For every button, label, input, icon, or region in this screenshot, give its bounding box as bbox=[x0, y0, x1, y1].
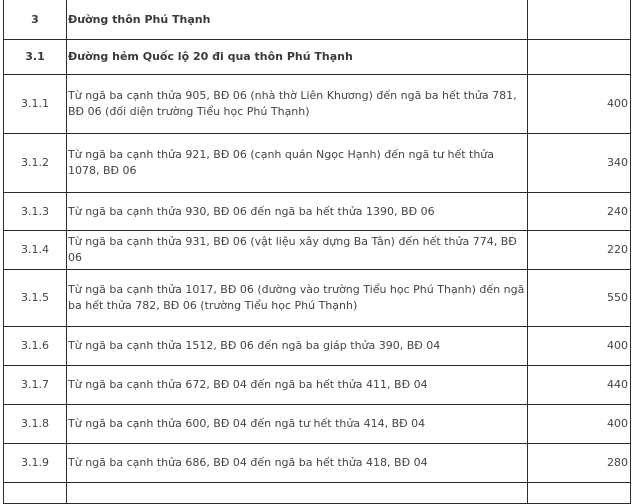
row-number: 3.1 bbox=[4, 40, 67, 75]
row-price: 240 bbox=[528, 193, 631, 231]
row-number: 3.1.1 bbox=[4, 75, 67, 134]
row-number: 3 bbox=[4, 0, 67, 40]
row-description: Từ ngã ba cạnh thửa 1512, BĐ 06 đến ngã ba giáp thửa 390, BĐ 04 bbox=[67, 327, 528, 366]
table-row-section-3 bbox=[4, 0, 631, 40]
row-description: Từ ngã ba cạnh thửa 1017, BĐ 06 (đường vào trường Tiểu học Phú Thạnh) đến ngã ba hết thửa 782, BĐ 06 (trường Tiểu học Phú Thạnh) bbox=[67, 270, 528, 327]
row-description: Từ ngã ba cạnh thửa 905, BĐ 06 (nhà thờ Liên Khương) đến ngã ba hết thửa 781, BĐ 06 (đối diện trường Tiểu học Phú Thạnh) bbox=[67, 75, 528, 134]
row-description: Từ ngã ba cạnh thửa 931, BĐ 06 (vật liệu xây dựng Ba Tân) đến hết thửa 774, BĐ 06 bbox=[67, 231, 528, 270]
row-price: 550 bbox=[528, 270, 631, 327]
row-number: 3.1.7 bbox=[4, 366, 67, 405]
row-number: 3.1.4 bbox=[4, 231, 67, 270]
row-price bbox=[528, 40, 631, 75]
row-number: 3.1.6 bbox=[4, 327, 67, 366]
row-number: 3.1.5 bbox=[4, 270, 67, 327]
row-description: Từ ngã ba cạnh thửa 930, BĐ 06 đến ngã ba hết thửa 1390, BĐ 06 bbox=[67, 193, 528, 231]
row-price: 440 bbox=[528, 366, 631, 405]
row-description: Đường thôn Phú Thạnh bbox=[67, 0, 528, 40]
table-row bbox=[4, 75, 631, 134]
row-price: 400 bbox=[528, 405, 631, 444]
row-number bbox=[4, 483, 67, 504]
row-number: 3.1.8 bbox=[4, 405, 67, 444]
table-row bbox=[4, 366, 631, 405]
row-price: 400 bbox=[528, 75, 631, 134]
table-row-section-3-1 bbox=[4, 40, 631, 75]
row-description: Từ ngã ba cạnh thửa 686, BĐ 04 đến ngã ba hết thửa 418, BĐ 04 bbox=[67, 444, 528, 483]
row-description: Đường hẻm Quốc lộ 20 đi qua thôn Phú Thạnh bbox=[67, 40, 528, 75]
row-description: Từ ngã ba cạnh thửa 600, BĐ 04 đến ngã tư hết thửa 414, BĐ 04 bbox=[67, 405, 528, 444]
table-row bbox=[4, 231, 631, 270]
row-number: 3.1.9 bbox=[4, 444, 67, 483]
table-row bbox=[4, 444, 631, 483]
table-row bbox=[4, 193, 631, 231]
row-price bbox=[528, 0, 631, 40]
table-row bbox=[4, 134, 631, 193]
table-row-partial bbox=[4, 483, 631, 504]
row-description: Từ ngã ba cạnh thửa 672, BĐ 04 đến ngã ba hết thửa 411, BĐ 04 bbox=[67, 366, 528, 405]
row-price: 340 bbox=[528, 134, 631, 193]
row-price bbox=[528, 483, 631, 504]
row-price: 280 bbox=[528, 444, 631, 483]
table-row bbox=[4, 405, 631, 444]
land-price-table bbox=[3, 0, 631, 504]
row-description: Từ ngã ba cạnh thửa 921, BĐ 06 (cạnh quán Ngọc Hạnh) đến ngã tư hết thửa 1078, BĐ 06 bbox=[67, 134, 528, 193]
row-price: 220 bbox=[528, 231, 631, 270]
table-row bbox=[4, 327, 631, 366]
row-number: 3.1.2 bbox=[4, 134, 67, 193]
row-number: 3.1.3 bbox=[4, 193, 67, 231]
row-description bbox=[67, 483, 528, 504]
row-price: 400 bbox=[528, 327, 631, 366]
table-row bbox=[4, 270, 631, 327]
